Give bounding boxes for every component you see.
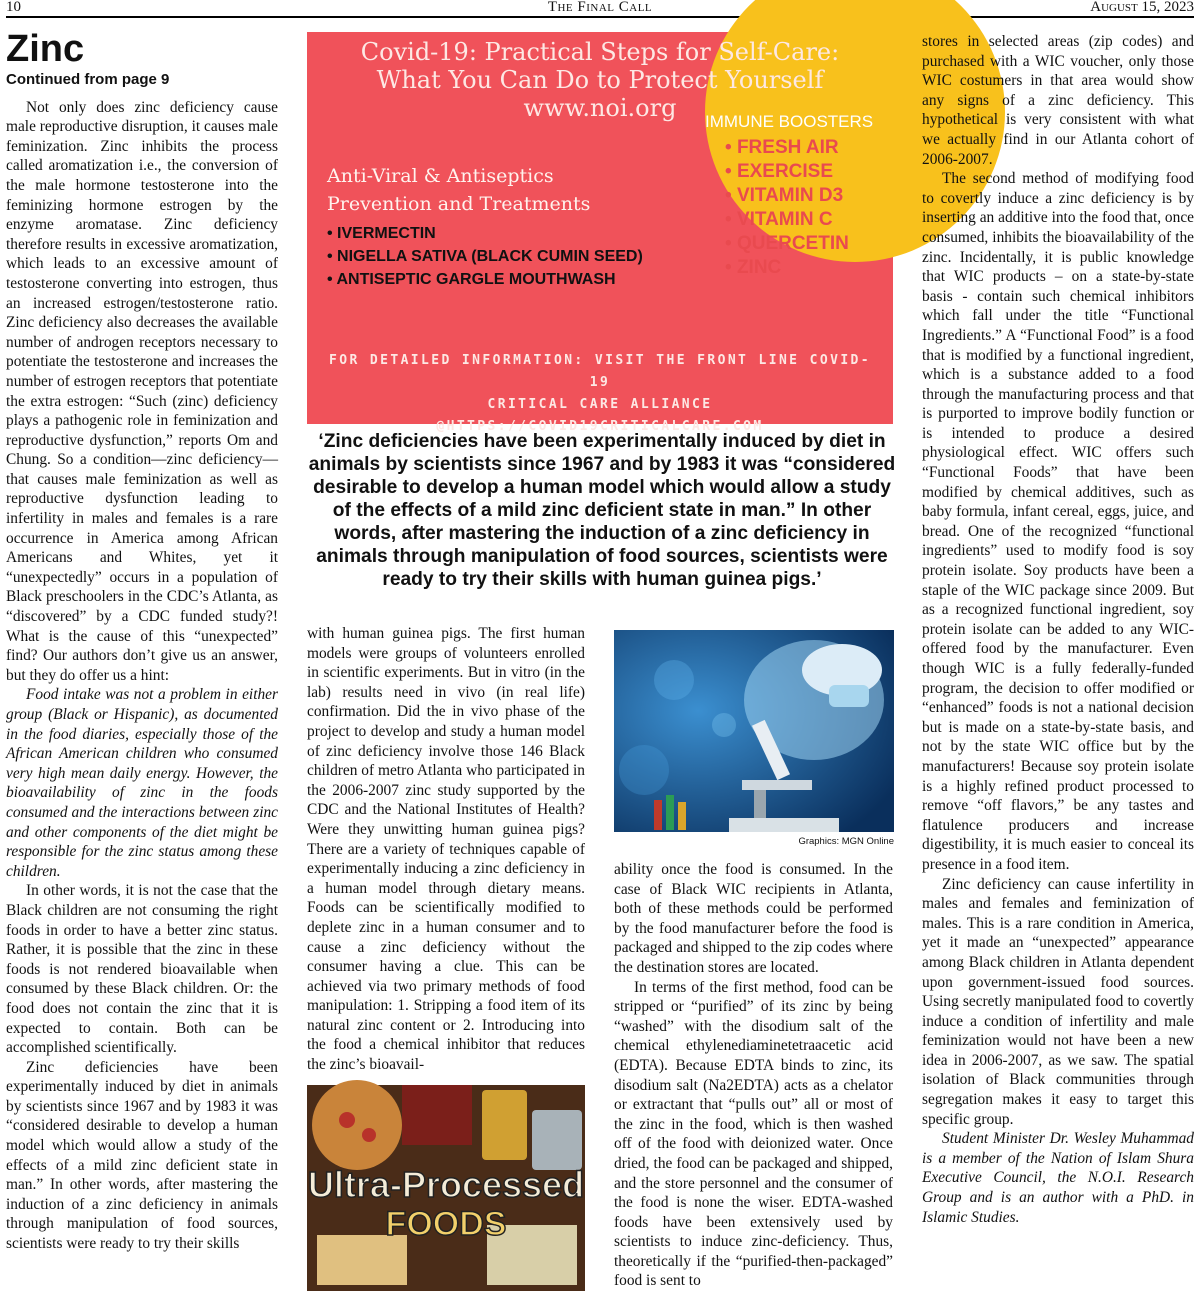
treatment-item: • ANTISEPTIC GARGLE MOUTHWASH (327, 268, 643, 291)
paragraph: ability once the food is consumed. In the case of Black WIC recipients in Atlanta, both of these methods could be performed by the food manufacturer before the food is packaged and shipped to the zip codes where the destination stores are located. (614, 861, 893, 976)
paragraph: In terms of the first method, food can be stripped or “purified” of its zinc by being “washed” with the disodium salt of the chemical ethylenediaminetetraacetic acid (EDTA). Because EDTA binds to zinc, its disodium salt (Na2EDTA) acts as a chelator or extractant that “pulls out” all or most of the zinc in the food, which is then washed off of the food with deionized water. Once dried, the food can be packaged and shipped, and the store personnel and the consumer of the food is none the wiser. EDTA-washed foods have been extensively used by scientists to induce zinc-deficiency. Thus, theoretically if the “purified-then-packaged” food is sent to (614, 978, 893, 1290)
author-bio: Student Minister Dr. Wesley Muhammad is a member of the Nation of Islam Shura Executive Council, the N.O.I. Research Group and is an author with a PhD. in Islamic Studies. (922, 1130, 1194, 1226)
article-column-2 (307, 624, 585, 1075)
article-title: Zinc (6, 28, 85, 70)
page-number: 10 (6, 0, 21, 15)
issue-date: August 15, 2023 (1090, 0, 1194, 15)
quoted-paragraph: Food intake was not a problem in either group (Black or Hispanic), as documented in the food diaries, especially those of the African American children who consumed very high mean daily energy. However, the bioavailability of zinc in the foods consumed and the interactions between zinc and other components of the diet might be responsible for the zinc status among these children. (6, 686, 278, 880)
article-column-3 (614, 860, 893, 1291)
page-header (6, 0, 1194, 18)
paragraph: Not only does zinc deficiency cause male reproductive disruption, it causes male feminization. Zinc inhibits the process called aromatization i.e., the conversion of the male hormone testosterone into the feminizing hormone estrogen by the enzyme aromatase. Zinc deficiency therefore results in excessive aromatization, which leads to an excessive amount of testosterone converting into estrogen, thus an increased estrogen/testosterone ratio. Zinc deficiency also decreases the available number of androgen receptors necessary to potentiate the testosterone and increases the number of estrogen receptors that potentiate the extra estrogen: “Such (zinc) deficiency plays a pathogenic role in feminization and reproductive dysfunction,” reports Om and Chung. So a condition—zinc deficiency—that causes male feminization as well as reproductive dysfunction leading to infertility in males and females is a rare occurrence in America among African Americans and Whites, yet it “unexpectedly” occurs in a population of Black preschoolers in the CDC’s Atlanta, as “discovered” by a CDC funded study?! What is the cause of this “unexpected” find? Our authors don’t give us an answer, but they do offer us a hint: (6, 98, 278, 684)
paragraph: stores in selected areas (zip codes) and purchased with a WIC voucher, only those WIC costumers in that area would show any signs of a zinc deficiency. This hypothetical is very consistent with what we actually find in our Atlanta cohort of 2006-2007. (922, 33, 1194, 168)
article-column-4 (922, 32, 1194, 1227)
publication-name: The Final Call (547, 0, 653, 15)
ad-headline: Covid-19: Practical Steps for Self-Care: What You Can Do to Protect Yourself www.noi.org (307, 38, 893, 122)
upf-title-line2: FOODS (385, 1205, 507, 1243)
booster-item: • FRESH AIR (725, 136, 885, 160)
microscope-illustration (614, 630, 894, 832)
covid-ad (307, 32, 893, 434)
booster-item: • ZINC (725, 256, 885, 280)
booster-item: • VITAMIN D3 (725, 184, 885, 208)
immune-boosters (705, 112, 885, 280)
treatment-item: • NIGELLA SATIVA (BLACK CUMIN SEED) (327, 245, 643, 268)
booster-item: • VITAMIN C (725, 208, 885, 232)
ad-url: www.noi.org (523, 94, 677, 122)
paragraph: with human guinea pigs. The first human models were groups of volunteers enrolled in scientific experiments. But in vitro (in the lab) results need in vivo (in real life) confirmation. Did the in vivo phase of the project to develop and study a human model of zinc deficiency involve those 146 Black children of metro Atlanta who participated in the 2006-2007 zinc study supported by the CDC and the National Institutes of Health? Were they unwitting human guinea pigs? There are a variety of techniques capable of experimentally inducing a zinc deficiency in a human model through dietary means. Foods can be scientifically modified to deplete zinc in a human consumer and to cause a zinc deficiency without the consumer having a clue. This can be achieved via two primary methods of food manipulation: 1. Stripping a food item of its natural zinc content or 2. Introducing into the food a chemical inhibitor that reduces the zinc’s bioavail- (307, 625, 585, 1074)
treatment-item: • IVERMECTIN (327, 222, 643, 245)
upf-title-line1: Ultra-Processed (307, 1164, 585, 1205)
boosters-title: IMMUNE BOOSTERS (705, 112, 874, 131)
paragraph: In other words, it is not the case that the Black children are not consuming the right foods in order to have a better zinc status. Rather, it is possible that the zinc in these foods is not rendered bioavailable when consumed by these Black children. Or: the food does not contain the zinc that it is expected to contain. Both can be accomplished scientifically. (6, 882, 278, 1057)
ultra-processed-foods-image (307, 1085, 585, 1291)
photo-credit: Graphics: MGN Online (798, 836, 894, 847)
paragraph: Zinc deficiency can cause infertility in males and females and feminization of males. This is a rare condition in America, yet it made an “unexpected” appearance among Black children in Atlanta dependent upon government-issued food sources. Using secretly manipulated food to covertly induce a condition of infertility and male feminization would not have been a new idea in 2006-2007, as we saw. The spatial isolation of Black communities through segregation makes it easy to target this specific group. (922, 875, 1194, 1128)
booster-item: • EXERCISE (725, 160, 885, 184)
continued-note: Continued from page 9 (6, 71, 170, 88)
treatments-block: Anti-Viral & Antiseptics Prevention and Treatments • IVERMECTIN • NIGELLA SATIVA (BLACK CUMIN SEED) • ANTISEPTIC GARGLE MOUTHWASH (327, 162, 643, 291)
ad-footer: FOR DETAILED INFORMATION: VISIT THE FRONT LINE COVID-19 CRITICAL CARE ALLIANCE @HTTPS://COVID19CRITICALCARE.COM (328, 353, 871, 434)
booster-item: • QUERCETIN (725, 232, 885, 256)
paragraph: The second method of modifying food to covertly induce a zinc deficiency is by inserting an additive into the food that, once consumed, inhibits the bioavailability of the zinc. Incidentally, it is public knowledge that WIC products – on a state-by-state basis - contain such chemical inhibitors which fall under the title “Functional Ingredients.” A “Functional Food” is a food that is modified by a functional ingredient, which is a substance added to a food through the manufacturing process and that is purported to improve bodily function or is intended to produce a desired physiological effect. WIC offers such “Functional Foods” that have been modified by chemical additives, such as baby formula, infant cereal, eggs, juice, and bread. One of the recognized “functional ingredients” used to modify food is soy protein isolate. Soy products have been a staple of the WIC package since 2009. But as a recognized functional ingredient, soy protein isolate can be added to any WIC-offered food by the manufacturer. Even though WIC is a fully federally-funded program, the decision to offer modified or “enhanced” foods is not a national decision but is made on a state-by-state basis, and not by the state WIC office but by the manufacturers! Because soy protein isolate is a highly refined product processed to remove “off flavors,” be any tastes and flatulence producers and increase digestibility, it is much easier to conceal its presence in a food item. (922, 170, 1194, 873)
scientist-microscope-photo (614, 630, 894, 832)
pull-quote: ‘Zinc deficiencies have been experimentally induced by diet in animals by scientists since 1967 and by 1983 it was “considered desirable to develop a human model which would allow a study of the effects of a mild zinc deficient state in man.” In other words, after mastering the induction of a zinc deficiency in animals through manipulation of food sources, scientists were ready to try their skills with human guinea pigs.’ (308, 431, 896, 590)
paragraph: Zinc deficiencies have been experimentally induced by diet in animals by scientists since 1967 and by 1983 it was “considered desirable to develop a human model which would allow a study of the effects of a mild zinc deficient state in man.” In other words, after mastering the induction of a zinc deficiency in animals through manipulation of food sources, scientists were ready to try their skills (6, 1058, 278, 1253)
processed-foods-illustration (307, 1085, 585, 1291)
article-column-1 (6, 30, 278, 1254)
